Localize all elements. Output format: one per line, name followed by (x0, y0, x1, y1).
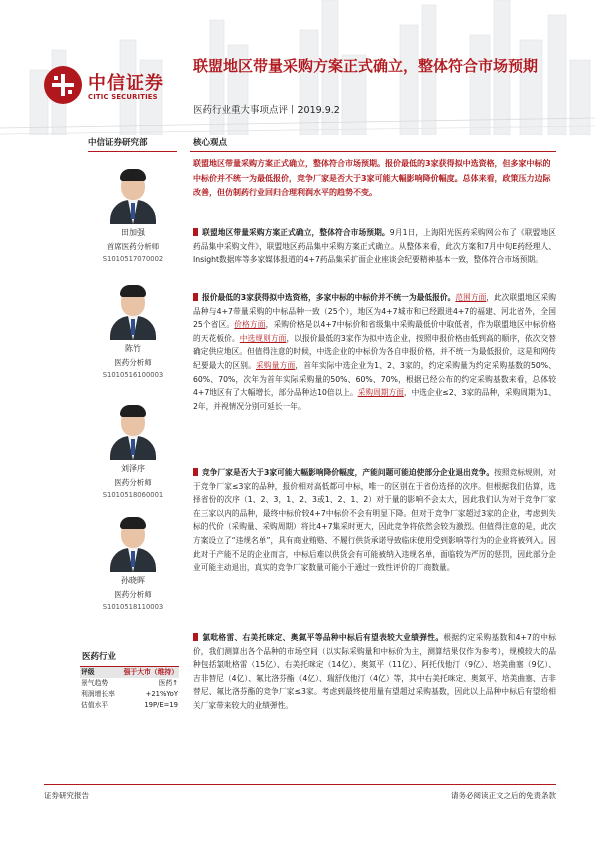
paragraph-body: ，此次联盟地区采购品种与4+7带量采购的中标品种一致（25个），地区为4+7城市和已经跟进4+7的福建、河北省外，全国25个省区。 (193, 293, 556, 330)
inline-heading: 范围方面 (455, 293, 487, 302)
paragraph-body: 9月1日，上海阳光医药采购网公布了《联盟地区药品集中采购文件》，联盟地区药品集中采购方案正式确立。从整体来看，此次方案和7月中旬E药经理人、Insight数据库等多家媒体报道的4+7药品集采扩面企业座谈会纪要精神基本一致，整体符合市场预期。 (193, 228, 556, 265)
bullet-marker (193, 633, 198, 641)
sector-row-value: 强于大市（维持） (123, 668, 178, 676)
paragraph-4 (193, 631, 556, 713)
paragraph-body: ，中选企业≤2、3家的品种，采购周期为1、2年，并视情况分别可延长一年。 (193, 388, 556, 411)
bullet-marker (193, 468, 198, 476)
logo-english-text: CITIC SECURITIES (88, 93, 158, 101)
inline-heading: 价格方面 (234, 320, 266, 330)
paragraph-body: 根据约定采购基数和4+7的中标价，我们测算出各个品种的市场空间（以实际采购量和中标价为主，测算结果仅作为参考），规模较大的品种包括氯吡格雷（15亿）、右美托咪定（14亿）、奥氮平（11亿）、阿托伐他汀（9亿）、培美曲塞（9亿）、吉非替尼（4亿）、氟比洛芬酯（4亿）、瑞舒伐他汀（4亿）等，其中右美托咪定、奥氮平、培美曲塞、吉非替尼、氟比洛芬酯的竞争厂家≤3家。考虑到最终使用量有望超过采购基数，因此以上品种中标后有望给相关厂家带来较大的业绩弹性。 (193, 633, 556, 710)
analyst-id: S1010517070002 (102, 255, 164, 263)
paragraph-lead: 联盟地区带量采购方案正式确立，整体符合市场预期。 (202, 228, 390, 237)
core-views-heading: 核心观点 (193, 138, 228, 148)
analyst-name: 田加强 (121, 228, 145, 237)
analyst-role: 医药分析师 (114, 478, 152, 487)
left-divider (88, 151, 177, 152)
bullet-marker (193, 293, 198, 301)
avatar (108, 284, 158, 340)
paragraph-body: ，以报价最低的3家作为拟中选企业，按照申报价格由低到高的顺序，依次交替确定供应地区。但值得注意的时候，中选企业的中标价为各自申报价格，并不统一为最低报价，这是和网传纪要最大的区别。 (193, 333, 556, 370)
footer-divider (44, 784, 556, 785)
sector-row-key: 估值水平 (81, 701, 109, 709)
avatar (108, 516, 158, 572)
research-institute: 中信证券研究部 (88, 138, 148, 148)
sector-row (80, 678, 179, 689)
paragraph-body: ，采购价格是以4+7中标价和省级集中采购最低价中取低者，作为联盟地区中标价格的天花板价。 (193, 320, 556, 343)
inline-heading: 中选规则方面 (239, 333, 287, 343)
analyst-name: 孙晓晖 (121, 576, 145, 585)
analyst-name: 刘泽序 (121, 464, 145, 473)
sector-row-rating (80, 667, 179, 678)
sector-row-value: 医药↑ (158, 679, 178, 687)
report-title: 联盟地区带量采购方案正式确立，整体符合市场预期 (193, 57, 539, 75)
paragraph-3 (193, 466, 556, 575)
citic-emblem-icon (44, 66, 82, 104)
analyst-card (88, 404, 178, 499)
analyst-role: 医药分析师 (114, 358, 152, 367)
sector-row-key: 评级 (81, 668, 95, 676)
paragraph-lead: 竞争厂家是否大于3家可能大幅影响降价幅度，产能问题可能迫使部分企业退出竞争。 (202, 468, 495, 477)
core-summary: 联盟地区带量采购方案正式确立，整体符合市场预期。报价最低的3家获得拟中选资格，但多家中标的中标价并不统一为最低报价，竞争厂家是否大于3家可能大幅影响降价幅度。总体来看，政策压力边际改善，但仿制药行业回归合理利润水平的趋势不变。 (193, 159, 551, 198)
inline-heading: 采购量方面 (255, 360, 296, 370)
analyst-id: S1010518060001 (102, 491, 164, 499)
bullet-marker (193, 228, 198, 236)
avatar (108, 404, 158, 460)
sector-title: 医药行业 (82, 652, 117, 662)
paragraph-lead: 报价最低的3家获得拟中选资格，多家中标的中标价并不统一为最低报价。 (202, 293, 456, 302)
paragraph-2 (193, 291, 556, 413)
report-subtitle: 医药行业重大事项点评丨2019.9.2 (193, 105, 340, 116)
analyst-id: S1010518110003 (102, 603, 164, 611)
paragraph-1 (193, 226, 556, 267)
analyst-id: S1010516100003 (102, 371, 164, 379)
sector-info-box (80, 650, 179, 711)
analyst-role: 医药分析师 (114, 590, 152, 599)
footer-disclaimer: 请务必阅读正文之后的免责条款 (451, 791, 556, 800)
sector-row (80, 700, 179, 711)
footer-left-text: 证券研究报告 (44, 791, 89, 800)
analyst-card (88, 284, 178, 379)
avatar (108, 168, 158, 224)
logo-chinese-text: 中信证券 (88, 73, 164, 94)
analyst-name: 陈竹 (125, 344, 141, 353)
analyst-card (88, 168, 178, 263)
sector-row-value: 19P/E=19 (144, 701, 178, 709)
citic-logo (44, 64, 176, 108)
paragraph-body: ，首年实际中选企业为1、2、3家的，约定采购量为约定采购基数的50%、60%、70%，次年为首年实际采购量的50%、60%、70%，根据已经公布的约定采购基数来看，总体较4+7地区有了大幅增长，部分品种达10倍以上。 (193, 360, 556, 398)
sector-row-key: 利润增长率 (81, 690, 115, 698)
paragraph-lead: 氯吡格雷、右美托咪定、奥氮平等品种中标后有望表较大业绩弹性。 (202, 633, 444, 642)
main-divider (190, 151, 556, 152)
inline-heading: 采购周期方面 (357, 388, 404, 398)
paragraph-body: 按照竞标规则，对于竞争厂家≤3家的品种，报价相对高低都可中标，唯一的区别在于省份选择的次序。但根据我们估算，选择省份的次序（1、2、3，1、2、3或1、2、1、2）对于量的影响不会太大，因此我们认为对于竞争厂家在三家以内的品种，最终中标价较4+7中标价不会有明显下降。但对于竞争厂家超过3家的企业，考虑到失标的代价（采购量、采购周期）将比4+7集采时更大，因此竞争将依然会较为激烈。但值得注意的是，此次方案设立了“违规名单”，具有商业贿赂、不履行供货承诺导致临床使用受到影响等行为的企业将被列入。因此对于产能不足的企业而言，中标后难以供货会有可能被纳入违规名单，面临较为严厉的惩罚，因此部分企业可能主动退出，真实的竞争厂家数量可能小于通过一致性评价的厂商数量。 (193, 468, 556, 573)
sector-row-key: 景气趋势 (81, 679, 109, 687)
sector-row-value: +21%YoY (145, 690, 178, 698)
sector-row (80, 689, 179, 700)
analyst-role: 首席医药分析师 (106, 242, 160, 251)
analyst-card (88, 516, 178, 611)
